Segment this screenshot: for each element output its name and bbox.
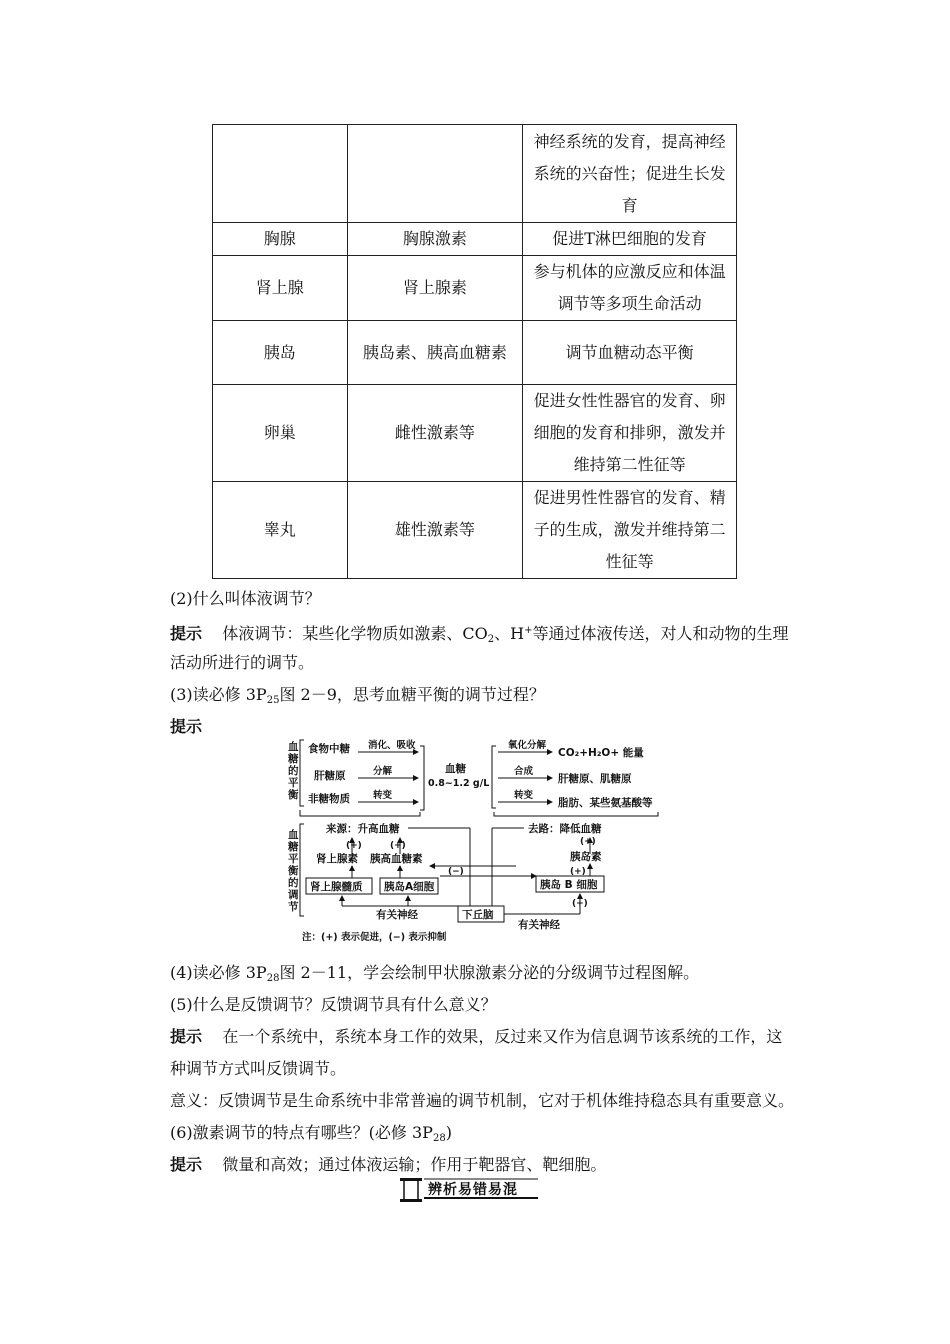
- meaning-text: 意义：反馈调节是生命系统中非常普遍的调节机制，它对于机体维持稳态具有重要意义。: [170, 1091, 795, 1110]
- table-row: [213, 385, 737, 482]
- source-food-sugar: 食物中糖: [308, 743, 350, 755]
- function-cell: 促进T淋巴细胞的发育: [523, 223, 737, 256]
- arrow-label-synthesize: 合成: [514, 766, 534, 777]
- plus-sign: (+): [580, 837, 596, 847]
- islet-b-box: 胰岛 B 细胞: [540, 879, 598, 891]
- sink-lower-label: 去路：降低血糖: [528, 823, 602, 835]
- banner-title: 辨析易错易混: [428, 1182, 518, 1198]
- nerve-label-right: 有关神经: [518, 919, 560, 931]
- answer-5-line2: 种调节方式叫反馈调节。: [170, 1059, 347, 1078]
- table-row: [213, 482, 737, 579]
- plus-sign: (+): [346, 841, 362, 851]
- source-liver-glycogen: 肝糖原: [314, 770, 346, 782]
- question-2: (2)什么叫体液调节？: [170, 589, 321, 608]
- gland-cell: [213, 125, 348, 223]
- hint-label: 提示: [170, 1027, 203, 1046]
- adrenaline-label: 肾上腺素: [316, 853, 358, 865]
- adrenal-medulla-box: 肾上腺髓质: [310, 881, 363, 893]
- glucagon-label: 胰高血糖素: [370, 853, 423, 865]
- hormone-cell: [347, 125, 523, 223]
- arrow-label-digest: 消化、吸收: [368, 740, 416, 751]
- output-energy: CO₂+H₂O+ 能量: [558, 747, 644, 759]
- answer-2: 提示 体液调节：某些化学物质如激素、$CO_2$、H+等通过体液传送，对人和动物的生理: [170, 624, 789, 645]
- minus-sign: (−): [448, 867, 464, 877]
- arrow-label-convert: 转变: [373, 790, 393, 801]
- endocrine-gland-table: [212, 124, 737, 579]
- table-row: [213, 223, 737, 256]
- gland-cell: 胰岛: [213, 321, 348, 385]
- question-5: (5)什么是反馈调节？反馈调节具有什么意义？: [170, 995, 497, 1014]
- hint-label: 提示: [170, 717, 203, 736]
- gland-cell: 卵巢: [213, 385, 348, 482]
- gland-cell: 胸腺: [213, 223, 348, 256]
- question-6: (6)激素调节的特点有哪些？(必修 $3P_{28}$): [170, 1123, 452, 1144]
- table-row: [213, 321, 737, 385]
- function-cell: 神经系统的发育，提高神经系统的兴奋性；促进生长发育: [523, 125, 737, 223]
- answer-6: 提示 微量和高效；通过体液运输；作用于靶器官、靶细胞。: [170, 1155, 607, 1174]
- insulin-label: 胰岛素: [570, 851, 602, 863]
- question-4: (4)读必修 $3P_{28}$图 2－11，学会绘制甲状腺激素分泌的分级调节过程图解。: [170, 963, 700, 984]
- arrow-label-oxidize: 氧化分解: [508, 740, 547, 751]
- hint-label: 提示: [170, 1155, 203, 1174]
- islet-a-box: 胰岛A细胞: [384, 881, 435, 893]
- hypothalamus-box: 下丘脑: [462, 909, 494, 921]
- hormone-cell: 肾上腺素: [347, 256, 523, 321]
- blood-sugar-value: 0.8~1.2 g/L: [428, 778, 490, 789]
- gland-cell: 睾丸: [213, 482, 348, 579]
- function-cell: 促进女性性器官的发育、卵细胞的发育和排卵，激发并维持第二性征等: [523, 385, 737, 482]
- source-raise-label: 来源：升高血糖: [326, 823, 400, 835]
- output-glycogen: 肝糖原、肌糖原: [558, 773, 632, 785]
- answer-5: 提示 在一个系统中，系统本身工作的效果，反过来又作为信息调节该系统的工作，这: [170, 1027, 783, 1046]
- diagram-note: 注：(+) 表示促进，(−) 表示抑制: [302, 932, 447, 943]
- blood-sugar-title: 血糖: [445, 763, 466, 775]
- table-row: [213, 125, 737, 223]
- source-non-sugar: 非糖物质: [308, 793, 350, 805]
- answer-2-line2: 活动所进行的调节。: [170, 653, 315, 672]
- function-cell: 调节血糖动态平衡: [523, 321, 737, 385]
- question-3: (3)读必修 $3P_{25}$图 2－9，思考血糖平衡的调节过程？: [170, 685, 545, 706]
- hormone-cell: 胰岛素、胰高血糖素: [347, 321, 523, 385]
- output-fat-amino: 脂肪、某些氨基酸等: [558, 797, 653, 809]
- function-cell: 促进男性性器官的发育、精子的生成，激发并维持第二性征等: [523, 482, 737, 579]
- gland-cell: 肾上腺: [213, 256, 348, 321]
- plus-sign: (+): [390, 841, 406, 851]
- plus-sign: (+): [572, 899, 588, 909]
- balance-label: 血糖的平衡: [288, 741, 299, 801]
- blood-sugar-diagram: [280, 736, 680, 946]
- arrow-label-transform: 转变: [514, 790, 534, 801]
- arrow-label-decompose: 分解: [373, 766, 393, 777]
- hormone-cell: 胸腺激素: [347, 223, 523, 256]
- regulation-label: 血糖平衡的调节: [288, 829, 299, 913]
- hormone-cell: 雄性激素等: [347, 482, 523, 579]
- nerve-label-left: 有关神经: [376, 909, 418, 921]
- table-row: [213, 256, 737, 321]
- hint-label: 提示: [170, 624, 203, 643]
- hormone-cell: 雌性激素等: [347, 385, 523, 482]
- function-cell: 参与机体的应激反应和体温调节等多项生命活动: [523, 256, 737, 321]
- section-banner: [398, 1176, 540, 1204]
- plus-sign: (+): [570, 867, 586, 877]
